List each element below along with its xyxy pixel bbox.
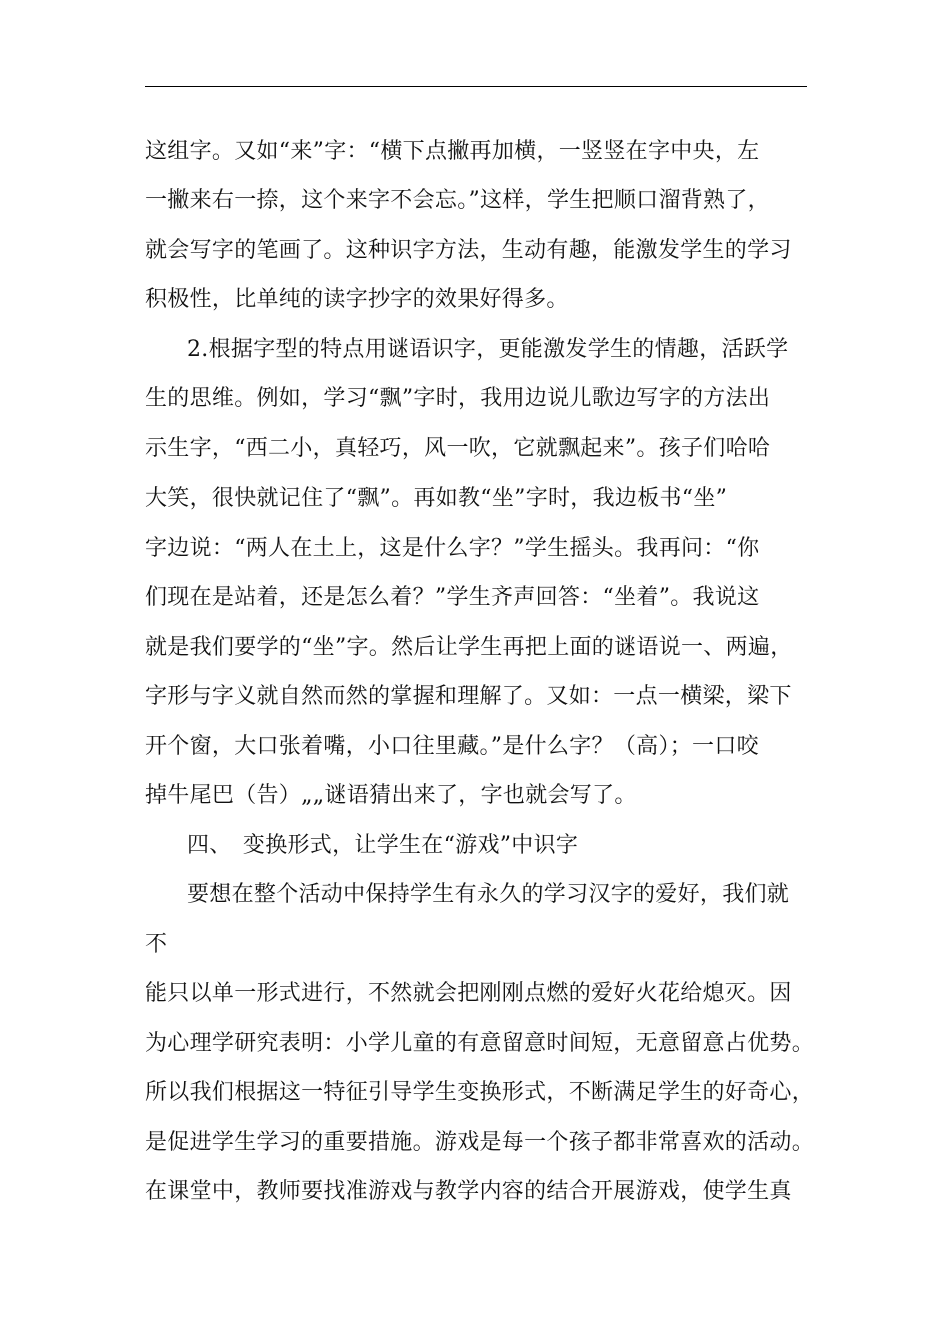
text-line: 在课堂中，教师要找准游戏与教学内容的结合开展游戏，使学生真 — [145, 1179, 792, 1204]
text-line: 就是我们要学的“坐”字。然后让学生再把上面的谜语说一、两遍， — [145, 635, 793, 660]
text-line: 就会写字的笔画了。这种识字方法，生动有趣，能激发学生的学习 — [145, 238, 792, 263]
text-line: 生的思维。例如，学习“飘”字时，我用边说儿歌边写字的方法出 — [145, 386, 771, 411]
text-line: 字形与字义就自然而然的掌握和理解了。又如：一点一横梁，梁下 — [145, 684, 792, 709]
header-rule — [145, 86, 807, 87]
section-heading: 四、 变换形式，让学生在“游戏”中识字 — [187, 833, 579, 858]
text-line: 们现在是站着，还是怎么着？”学生齐声回答：“坐着”。我说这 — [145, 585, 760, 610]
text-line: 大笑，很快就记住了“飘”。再如教“坐”字时，我边板书“坐” — [145, 486, 728, 511]
text-line: 示生字，“西二小，真轻巧，风一吹，它就飘起来”。孩子们哈哈 — [145, 436, 771, 461]
text-line: 要想在整个活动中保持学生有永久的学习汉字的爱好，我们就 — [187, 882, 790, 907]
text-line: 能只以单一形式进行，不然就会把刚刚点燃的爱好火花给熄灭。因 — [145, 981, 792, 1006]
text-line: 一撇来右一捺，这个来字不会忘。”这样，学生把顺口溜背熟了， — [145, 188, 770, 213]
text-line: 2.根据字型的特点用谜语识字，更能激发学生的情趣，活跃学 — [187, 337, 789, 362]
text-line: 开个窗，大口张着嘴，小口往里藏。”是什么字？（高）；一口咬 — [145, 734, 759, 759]
text-line: 字边说：“两人在土上，这是什么字？”学生摇头。我再问：“你 — [145, 536, 760, 561]
text-line: 这组字。又如“来”字：“横下点撇再加横，一竖竖在字中央，左 — [145, 139, 760, 164]
text-line: 所以我们根据这一特征引导学生变换形式，不断满足学生的好奇心， — [145, 1080, 815, 1105]
text-line: 掉牛尾巴（告）„„谜语猜出来了，字也就会写了。 — [145, 783, 637, 808]
text-line: 不 — [145, 932, 168, 957]
text-line: 是促进学生学习的重要措施。游戏是每一个孩子都非常喜欢的活动。 — [145, 1130, 815, 1155]
text-line: 为心理学研究表明：小学儿童的有意留意时间短，无意留意占优势。 — [145, 1031, 815, 1056]
text-line: 积极性，比单纯的读字抄字的效果好得多。 — [145, 287, 569, 312]
